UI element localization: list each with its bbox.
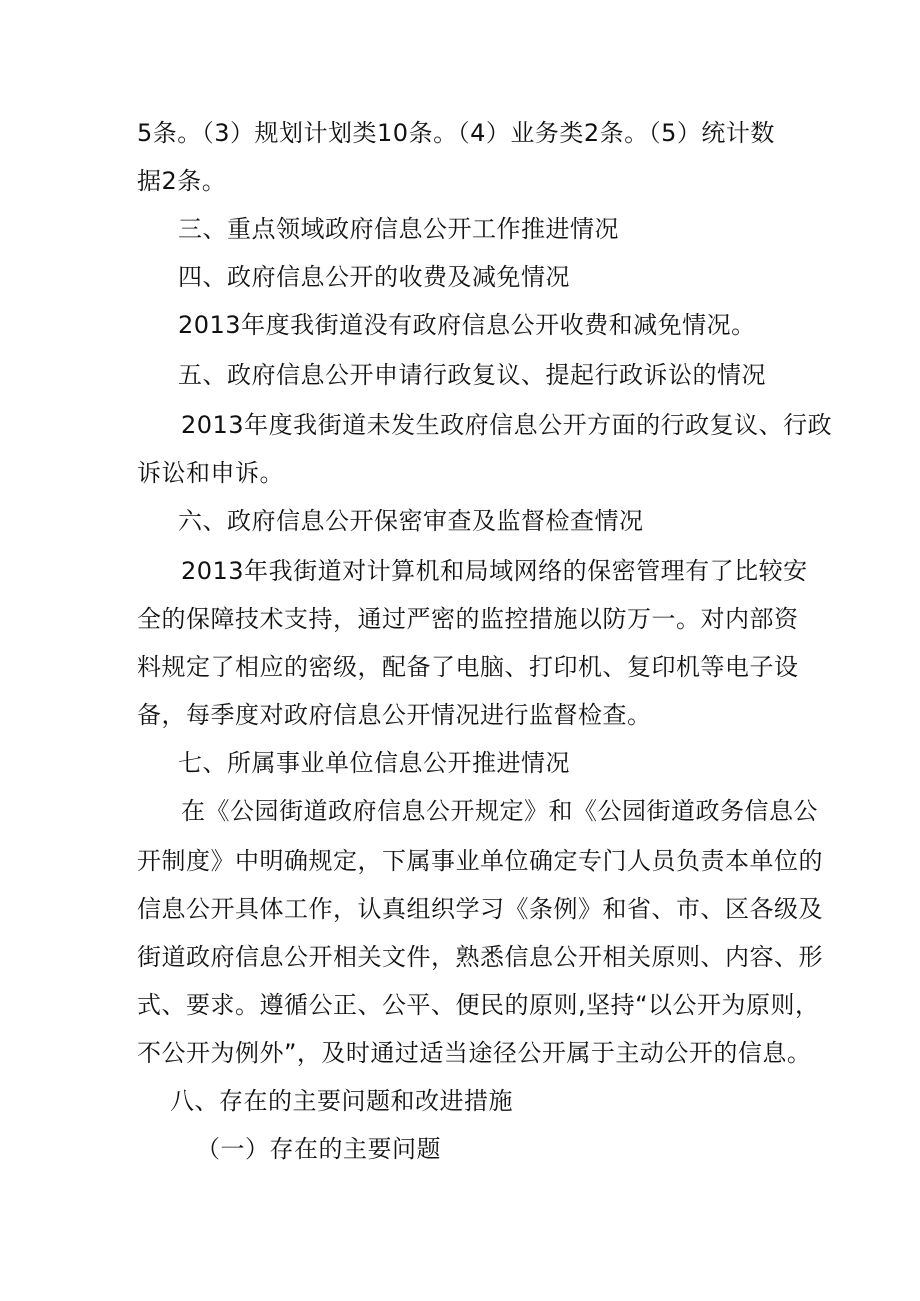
section-heading-6: 六、政府信息公开保密审查及监督检查情况	[178, 507, 644, 535]
paragraph-line-security-2: 全的保障技术支持，通过严密的监控措施以防万一。对内部资	[137, 605, 799, 633]
section-heading-5: 五、政府信息公开申请行政复议、提起行政诉讼的情况	[178, 361, 766, 389]
section-heading-7: 七、所属事业单位信息公开推进情况	[178, 749, 570, 777]
paragraph-line-units-2: 开制度》中明确规定，下属事业单位确定专门人员负责本单位的	[137, 847, 823, 875]
paragraph-line-units-6: 不公开为例外”，及时通过适当途径公开属于主动公开的信息。	[137, 1039, 812, 1067]
section-heading-4: 四、政府信息公开的收费及减免情况	[178, 263, 570, 291]
subsection-heading-1: （一）存在的主要问题	[196, 1135, 441, 1163]
section-heading-3: 三、重点领域政府信息公开工作推进情况	[178, 215, 619, 243]
body-line-2: 据2条。	[137, 167, 227, 195]
paragraph-line-fees: 2013年度我街道没有政府信息公开收费和减免情况。	[178, 311, 756, 339]
paragraph-line-units-4: 街道政府信息公开相关文件，熟悉信息公开相关原则、内容、形	[137, 943, 823, 971]
paragraph-line-review-1: 2013年度我街道未发生政府信息公开方面的行政复议、行政	[181, 411, 833, 439]
paragraph-line-security-1: 2013年我街道对计算机和局域网络的保密管理有了比较安	[181, 557, 808, 585]
paragraph-line-security-3: 料规定了相应的密级，配备了电脑、打印机、复印机等电子设	[137, 653, 799, 681]
body-line-1: 5条。（3）规划计划类10条。（4）业务类2条。（5）统计数	[137, 119, 775, 147]
paragraph-line-units-1: 在《公园街道政府信息公开规定》和《公园街道政务信息公	[181, 797, 818, 825]
paragraph-line-security-4: 备，每季度对政府信息公开情况进行监督检查。	[137, 701, 652, 729]
paragraph-line-review-2: 诉讼和申诉。	[137, 459, 284, 487]
paragraph-line-units-3: 信息公开具体工作，认真组织学习《条例》和省、市、区各级及	[137, 895, 823, 923]
section-heading-8: 八、存在的主要问题和改进措施	[170, 1087, 513, 1115]
paragraph-line-units-5: 式、要求。遵循公正、公平、便民的原则,坚持“以公开为原则，	[137, 991, 820, 1019]
